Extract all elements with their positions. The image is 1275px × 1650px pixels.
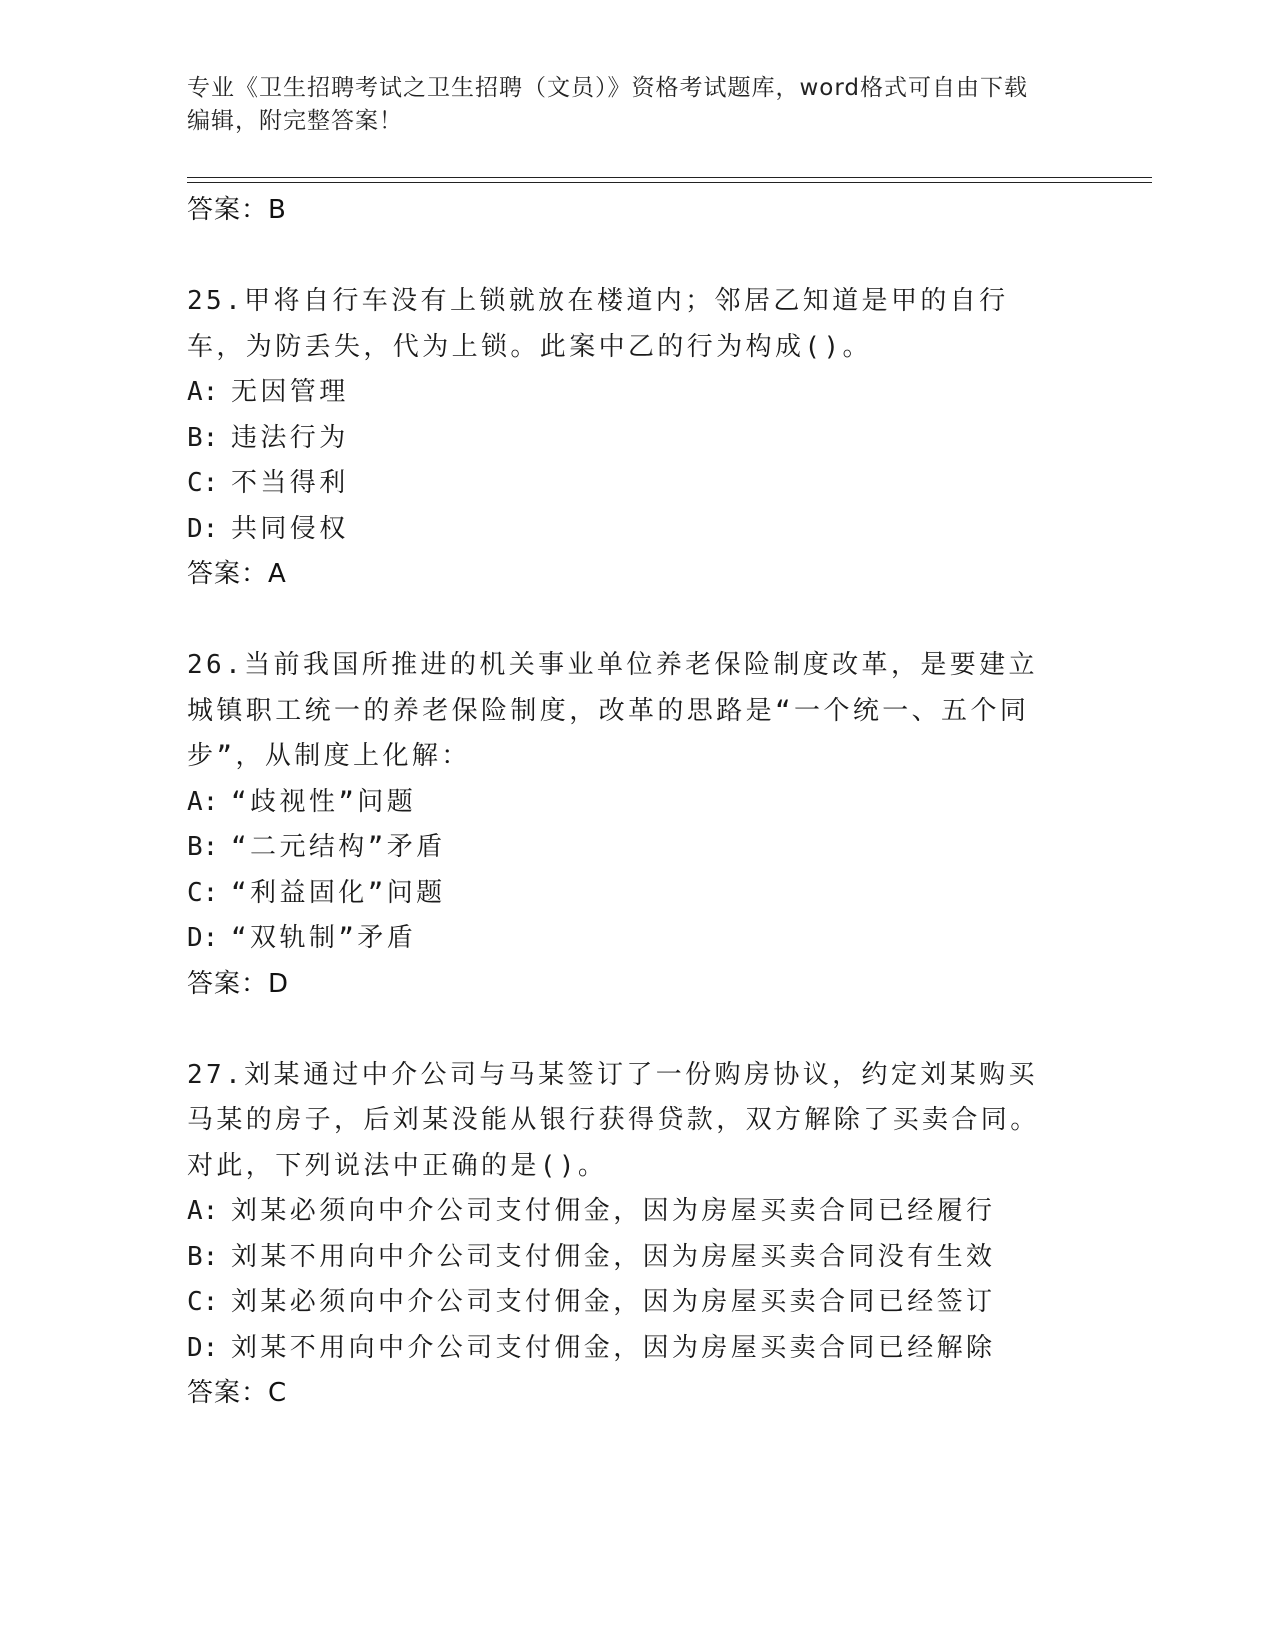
option-b: B: 违法行为: [187, 422, 349, 453]
option-c: C: 不当得利: [187, 468, 349, 498]
option-a: A: “歧视性”问题: [187, 786, 417, 817]
option-d: D: “双轨制”矛盾: [187, 923, 417, 953]
question-block: [187, 1053, 1087, 1417]
option-b: B: “二元结构”矛盾: [187, 832, 446, 862]
question-block: [187, 279, 1087, 597]
header-line-2: 编辑，附完整答案！: [187, 108, 403, 134]
answer-line: 答案：B: [187, 195, 287, 225]
question-text: 25.甲将自行车没有上锁就放在楼道内；邻居乙知道是甲的自行车，为防丢失，代为上锁。此案中乙的行为构成()。: [187, 286, 1009, 362]
header-divider-bottom: [187, 182, 1152, 183]
question-text: 26.当前我国所推进的机关事业单位养老保险制度改革，是要建立城镇职工统一的养老保险制度，改革的思路是“一个统一、五个同步”，从制度上化解：: [187, 650, 1038, 771]
option-c: C: 刘某必须向中介公司支付佣金，因为房屋买卖合同已经签订: [187, 1287, 996, 1317]
option-c: C: “利益固化”问题: [187, 877, 446, 908]
option-a: A: 无因管理: [187, 377, 349, 407]
option-d: D: 刘某不用向中介公司支付佣金，因为房屋买卖合同已经解除: [187, 1332, 996, 1363]
option-a: A: 刘某必须向中介公司支付佣金，因为房屋买卖合同已经履行: [187, 1196, 996, 1226]
question-list: [187, 188, 1087, 1416]
header-divider-top: [187, 177, 1152, 178]
question-block: [187, 643, 1087, 1007]
answer-line: 答案：C: [187, 1378, 288, 1408]
question-text: 27.刘某通过中介公司与马某签订了一份购房协议，约定刘某购买马某的房子，后刘某没能从银行获得贷款，双方解除了买卖合同。对此，下列说法中正确的是()。: [187, 1059, 1040, 1181]
header-line-1: 专业《卫生招聘考试之卫生招聘（文员）》资格考试题库，word格式可自由下载: [187, 75, 1029, 101]
answer-line: 答案：A: [187, 559, 287, 589]
option-d: D: 共同侵权: [187, 513, 349, 544]
document-header: [187, 72, 1087, 138]
option-b: B: 刘某不用向中介公司支付佣金，因为房屋买卖合同没有生效: [187, 1241, 996, 1272]
answer-line: 答案：D: [187, 968, 290, 999]
